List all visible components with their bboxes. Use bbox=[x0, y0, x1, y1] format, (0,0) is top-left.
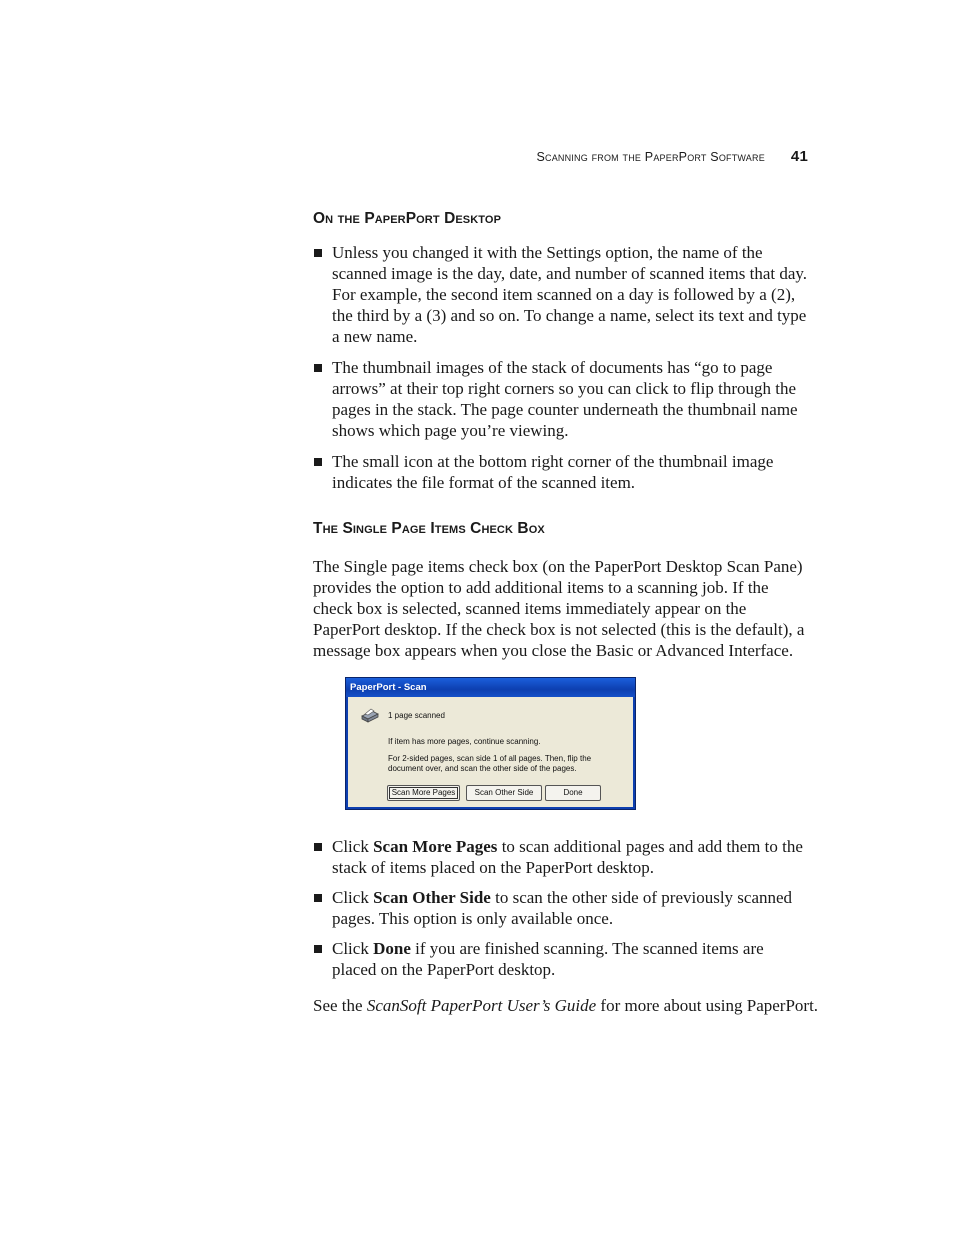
running-header bbox=[536, 148, 808, 165]
list-item: Unless you changed it with the Settings option, the name of the scanned image is the day, date, and number of scanned items that day. For example, the second item scanned on a day is followed by a (2), the third by a (3) and so on. To change a name, select its text and type a new name. bbox=[313, 242, 809, 347]
bullet-square-icon bbox=[314, 843, 322, 851]
guide-title: ScanSoft PaperPort User’s Guide bbox=[366, 996, 597, 1015]
paperport-scan-dialog bbox=[345, 677, 636, 810]
option-name: Scan More Pages bbox=[373, 837, 498, 856]
section-heading: The Single Page Items Check Box bbox=[313, 520, 545, 537]
dialog-body bbox=[346, 697, 635, 809]
bullet-square-icon bbox=[314, 364, 322, 372]
page-number: 41 bbox=[790, 148, 808, 165]
dialog-title-bar: PaperPort - Scan bbox=[346, 678, 635, 697]
section-paperport-desktop bbox=[313, 210, 809, 228]
option-name: Done bbox=[373, 939, 411, 958]
bullet-square-icon bbox=[314, 945, 322, 953]
scan-other-side-button[interactable]: Scan Other Side bbox=[466, 785, 542, 801]
list-item: The thumbnail images of the stack of documents has “go to page arrows” at their top right corners so you can click to flip through the pages in the stack. The page counter underneath the thumbnail name shows which page you’re viewing. bbox=[313, 357, 809, 441]
list-item: Click Scan Other Side to scan the other side of previously scanned pages. This option is only available once. bbox=[313, 887, 809, 929]
pages-scanned-text: 1 page scanned bbox=[388, 711, 445, 720]
bullet-square-icon bbox=[314, 249, 322, 257]
list-item: The small icon at the bottom right corner of the thumbnail image indicates the file format of the scanned item. bbox=[313, 451, 809, 493]
two-sided-text-1: For 2-sided pages, scan side 1 of all pages. Then, flip the bbox=[388, 754, 592, 763]
bullet-square-icon bbox=[314, 458, 322, 466]
bullet-square-icon bbox=[314, 894, 322, 902]
list-item: Click Done if you are finished scanning. The scanned items are placed on the PaperPort desktop. bbox=[313, 938, 809, 980]
option-name: Scan Other Side bbox=[373, 888, 491, 907]
section-single-page-items bbox=[313, 520, 809, 538]
continue-text: If item has more pages, continue scanning. bbox=[388, 737, 541, 746]
body-paragraph: The Single page items check box (on the PaperPort Desktop Scan Pane) provides the option to add additional items to a scanning job. If the check box is selected, scanned items immediately appear on the PaperPort desktop. If the check box is not selected (this is the default), a message box appears when you close the Basic or Advanced Interface. bbox=[313, 557, 805, 660]
scan-more-pages-button[interactable]: Scan More Pages bbox=[387, 785, 460, 801]
dialog-options-list bbox=[313, 836, 809, 980]
desktop-bullet-list bbox=[313, 242, 809, 493]
closing-paragraph: See the ScanSoft PaperPort User’s Guide for more about using PaperPort. bbox=[313, 996, 819, 1015]
section-heading: On the PaperPort Desktop bbox=[313, 210, 502, 227]
list-item: Click Scan More Pages to scan additional pages and add them to the stack of items placed on the PaperPort desktop. bbox=[313, 836, 809, 878]
done-button[interactable]: Done bbox=[545, 785, 601, 801]
scanner-icon bbox=[360, 707, 380, 723]
running-title: Scanning from the PaperPort Software bbox=[536, 150, 765, 164]
two-sided-text-2: document over, and scan the other side of the pages. bbox=[388, 764, 577, 773]
